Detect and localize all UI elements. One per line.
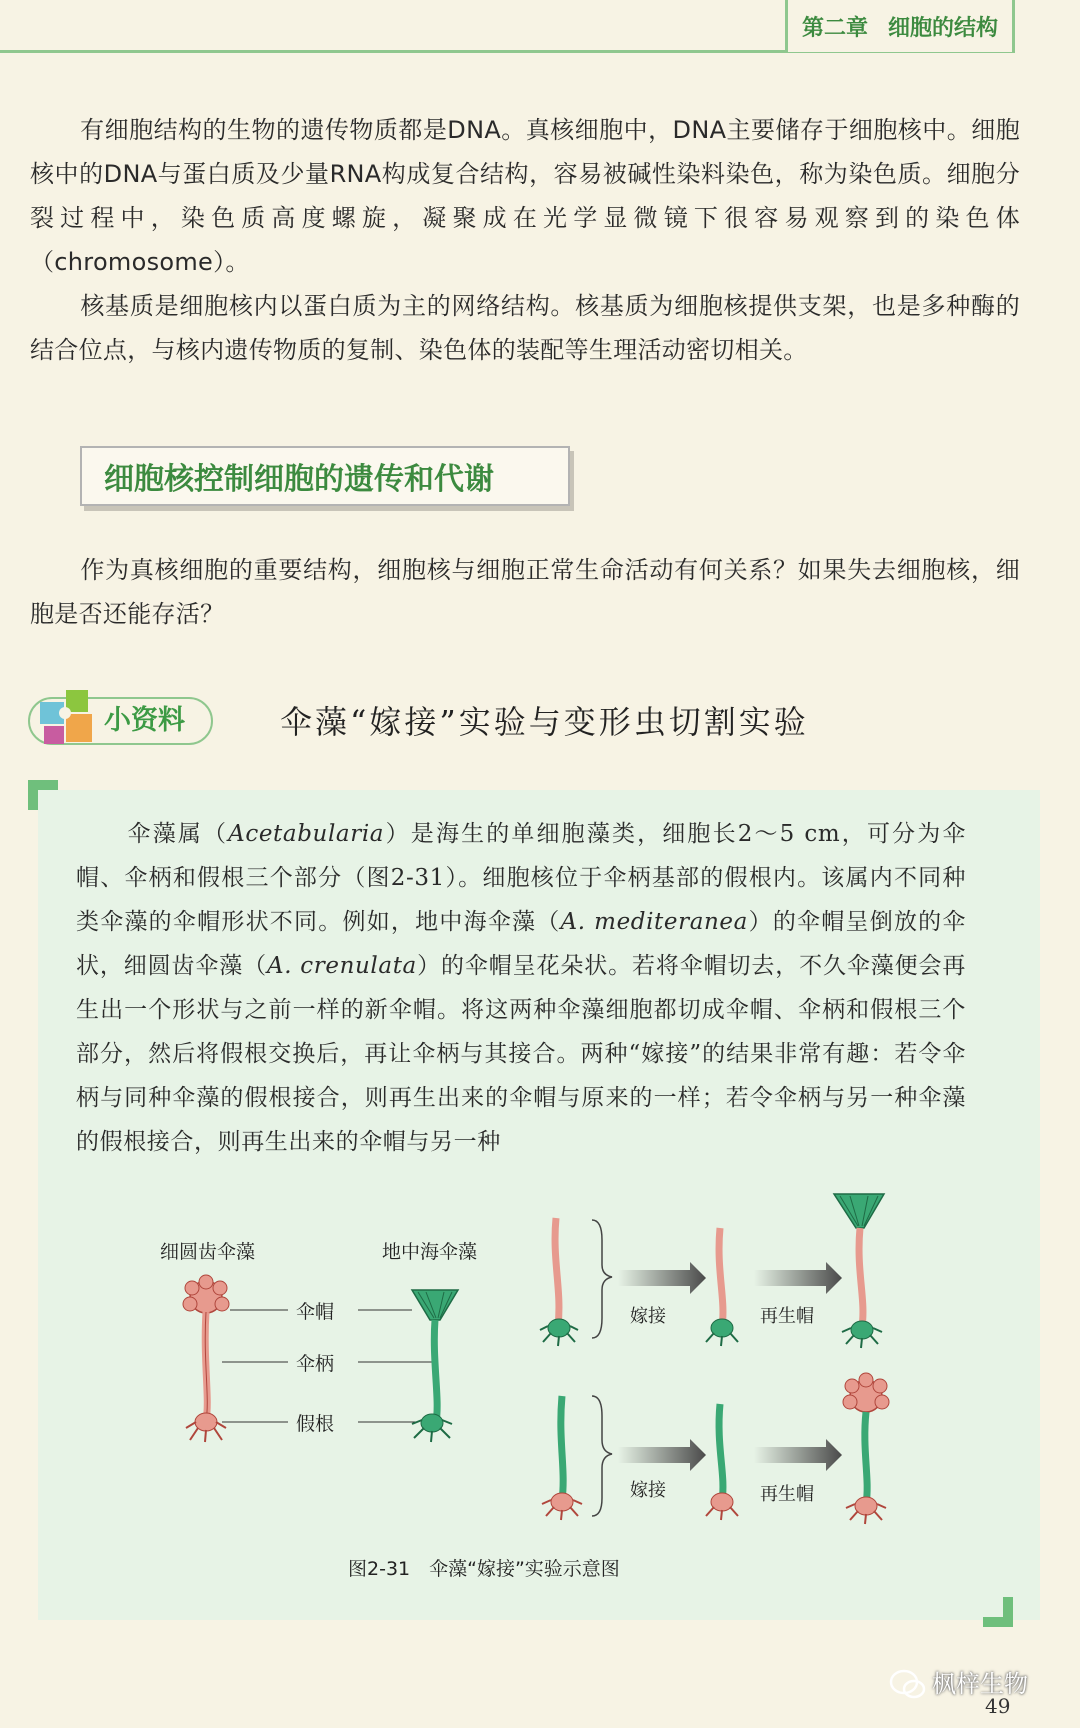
chapter-number: 第二章 <box>801 15 868 41</box>
species-name-mediteranea: A. mediteranea <box>560 909 748 935</box>
info-panel-text <box>76 812 966 1164</box>
species-label-mediteranea: 地中海伞藻 <box>382 1241 478 1263</box>
genus-name: Acetabularia <box>228 821 385 847</box>
watermark: 枫梓生物 <box>932 1670 1028 1698</box>
species-name-crenulata: A. crenulata <box>267 953 417 979</box>
chapter-title: 细胞的结构 <box>888 15 999 41</box>
info-label: 小资料 <box>104 705 185 736</box>
wechat-icon <box>888 1664 928 1704</box>
panel-corner-bottom-right <box>983 1597 1013 1627</box>
paragraph-nuclear-matrix <box>30 284 1020 372</box>
part-label-rhizoid: 假根 <box>296 1413 335 1435</box>
chapter-header <box>785 0 1015 52</box>
section-heading: 细胞核控制细胞的遗传和代谢 <box>80 446 570 506</box>
info-text-b: ）是海生的单细胞藻类，细胞长2～5 cm，可分为伞帽、伞柄和假根三个部分（图2-31）。细胞核位于伞柄基部的假根内。该属内不同种类伞藻的伞帽形状不同。例如，地中海伞藻（ <box>76 821 966 935</box>
puzzle-icon <box>38 688 98 746</box>
regenerated-cap-label: 再生帽 <box>760 1484 814 1505</box>
paragraph-dna <box>30 108 1020 284</box>
panel-corner-top-left <box>28 780 58 810</box>
part-label-stalk: 伞柄 <box>296 1353 335 1375</box>
info-text-d: ）的伞帽呈花朵状。若将伞帽切去，不久伞藻便会再生出一个形状与之前一样的新伞帽。将这两种伞藻细胞都切成伞帽、伞柄和假根三个部分，然后将假根交换后，再让伞柄与其接合。两种“嫁接”的结果非常有趣：若令伞柄与同种伞藻的假根接合，则再生出来的伞帽与原来的一样；若令伞柄与另一种伞藻的假根接合，则再生出来的伞帽与另一种 <box>76 953 966 1155</box>
info-text-c: ）的伞帽呈倒放的伞状，细圆齿伞藻（ <box>76 909 966 979</box>
info-title: 伞藻“嫁接”实验与变形虫切割实验 <box>280 703 809 741</box>
paragraph-question-text: 作为真核细胞的重要结构，细胞核与细胞正常生命活动有何关系？如果失去细胞核，细胞是否还能存活？ <box>30 556 1020 628</box>
figure-caption: 图2-31 伞藻“嫁接”实验示意图 <box>348 1558 620 1580</box>
part-label-cap: 伞帽 <box>296 1301 335 1323</box>
page-number: 49 <box>985 1694 1011 1718</box>
graft-label: 嫁接 <box>630 1480 666 1501</box>
paragraph-nuclear-matrix-text: 核基质是细胞核内以蛋白质为主的网络结构。核基质为细胞核提供支架，也是多种酶的结合位点，与核内遗传物质的复制、染色体的装配等生理活动密切相关。 <box>30 292 1020 364</box>
info-text-a: 伞藻属（ <box>126 821 229 847</box>
paragraph-question <box>30 548 1020 636</box>
graft-label: 嫁接 <box>630 1306 666 1327</box>
paragraph-dna-text: 有细胞结构的生物的遗传物质都是DNA。真核细胞中，DNA主要储存于细胞核中。细胞核中的DNA与蛋白质及少量RNA构成复合结构，容易被碱性染料染色，称为染色质。细胞分裂过程中，染色质高度螺旋，凝聚成在光学显微镜下很容易观察到的染色体（chromosome）。 <box>30 116 1020 276</box>
species-label-crenulata: 细圆齿伞藻 <box>160 1241 256 1263</box>
regenerated-cap-label: 再生帽 <box>760 1306 814 1327</box>
